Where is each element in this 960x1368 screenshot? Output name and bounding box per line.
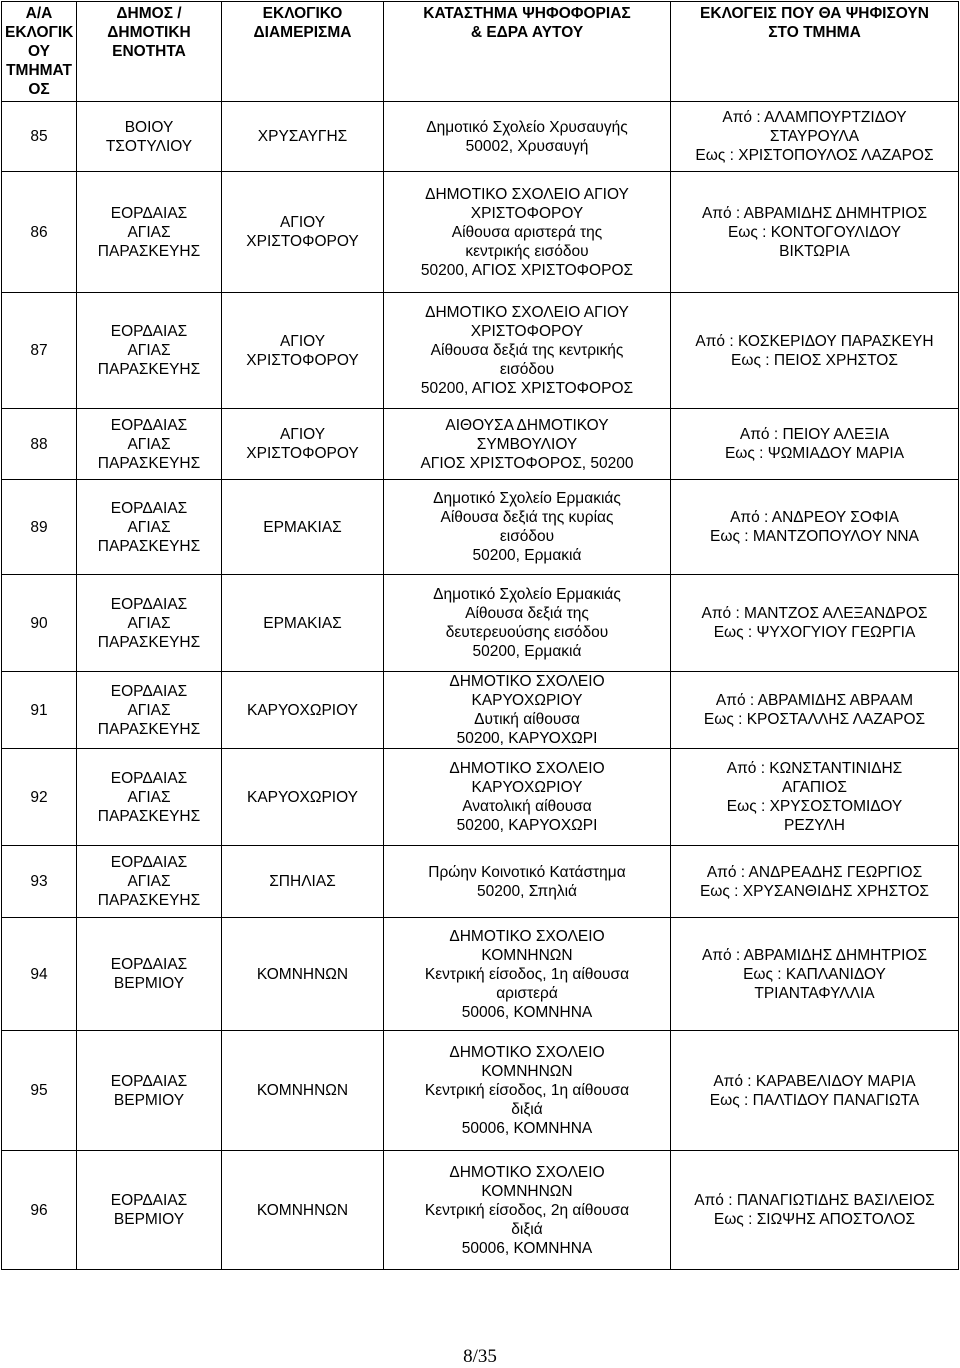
cell-diamerisma <box>222 575 384 672</box>
cell-katastima-line: ΔΗΜΟΤΙΚΟ ΣΧΟΛΕΙΟ ΑΓΙΟΥ <box>425 185 629 203</box>
cell-katastima-line: ΔΗΜΟΤΙΚΟ ΣΧΟΛΕΙΟ <box>449 760 605 777</box>
cell-no: 87 <box>2 293 77 409</box>
header-line: ΕΚΛΟΓΙΚ <box>5 24 74 41</box>
cell-diamerisma-line: ΧΡΙΣΤΟΦΟΡΟΥ <box>246 351 359 369</box>
header-line: ΕΝΟΤΗΤΑ <box>112 43 186 60</box>
cell-ekloges-line: Εως : ΠΑΛΤΙΔΟΥ ΠΑΝΑΓΙΩΤΑ <box>709 1091 920 1109</box>
header-line: ΔΗΜΟΤΙΚΗ <box>107 24 191 41</box>
header-line: ΕΚΛΟΓΕΙΣ ΠΟΥ ΘΑ ΨΗΦΙΣΟΥΝ <box>700 5 929 22</box>
cell-dimos-line: ΑΓΙΑΣ <box>127 342 171 359</box>
cell-dimos-line: ΕΟΡΔΑΙΑΣ <box>110 416 188 434</box>
cell-dimos-line: ΒΕΡΜΙΟΥ <box>113 975 185 992</box>
header-line: ΔΗΜΟΣ / <box>116 5 182 22</box>
cell-ekloges-line: ΣΤΑΥΡΟΥΛΑ <box>769 128 860 145</box>
cell-katastima <box>384 172 671 293</box>
cell-ekloges <box>671 172 959 293</box>
cell-diamerisma-line: ΚΟΜΝΗΝΩΝ <box>256 965 349 983</box>
cell-dimos-line: ΑΓΙΑΣ <box>127 518 171 536</box>
cell-katastima-line: 50200, Ερμακιά <box>472 547 582 564</box>
cell-dimos <box>77 480 222 575</box>
table-row <box>2 480 959 575</box>
cell-ekloges-line: Από : ΑΛΑΜΠΟΥΡΤΖΙΔΟΥ <box>722 109 907 126</box>
header-line: ΟΥ <box>28 43 50 60</box>
cell-katastima-line: Αίθουσα δεξιά της <box>465 605 589 622</box>
cell-ekloges <box>671 749 959 846</box>
cell-dimos-line: ΠΑΡΑΣΚΕΥΗΣ <box>97 361 201 378</box>
table-row <box>2 172 959 293</box>
cell-diamerisma-line: ΚΟΜΝΗΝΩΝ <box>256 1082 349 1099</box>
cell-katastima-line: 50200, Ερμακιά <box>472 643 582 660</box>
table-row <box>2 918 959 1031</box>
cell-ekloges-line: ΑΓΑΠΙΟΣ <box>782 779 847 796</box>
cell-diamerisma-line: ΕΡΜΑΚΙΑΣ <box>263 614 342 632</box>
cell-ekloges-line: Από : ΑΝΔΡΕΑΔΗΣ ΓΕΩΡΓΙΟΣ <box>706 863 923 881</box>
cell-katastima-line: ΚΟΜΝΗΝΩΝ <box>481 1182 573 1200</box>
header-line: Α/Α <box>25 5 53 22</box>
cell-dimos-line: ΠΑΡΑΣΚΕΥΗΣ <box>97 807 201 825</box>
header-line: ΤΜΗΜΑΤ <box>6 62 72 79</box>
header-katastima <box>384 2 671 102</box>
cell-no: 96 <box>2 1151 77 1270</box>
table-row <box>2 102 959 172</box>
cell-dimos-line: ΕΟΡΔΑΙΑΣ <box>110 769 188 787</box>
cell-dimos-line: ΠΑΡΑΣΚΕΥΗΣ <box>97 242 201 260</box>
cell-katastima-line: ΑΓΙΟΣ ΧΡΙΣΤΟΦΟΡΟΣ, 50200 <box>420 454 634 472</box>
cell-katastima-line: ΚΑΡΥΟΧΩΡΙΟΥ <box>471 692 583 709</box>
header-ekloges <box>671 2 959 102</box>
cell-ekloges-line: ΤΡΙΑΝΤΑΦΥΛΛΙΑ <box>754 984 875 1002</box>
cell-dimos-line: ΕΟΡΔΑΙΑΣ <box>110 956 188 973</box>
cell-dimos <box>77 846 222 918</box>
cell-dimos-line: ΕΟΡΔΑΙΑΣ <box>110 499 188 517</box>
header-row <box>2 2 959 102</box>
cell-diamerisma <box>222 672 384 749</box>
cell-katastima-line: 50200, ΚΑΡΥΟΧΩΡΙ <box>456 817 598 834</box>
cell-katastima-line: διξιά <box>511 1101 543 1118</box>
cell-ekloges-line: Εως : ΧΡΥΣΟΣΤΟΜΙΔΟΥ <box>726 798 903 815</box>
cell-dimos-line: ΠΑΡΑΣΚΕΥΗΣ <box>97 633 201 651</box>
cell-ekloges-line: Εως : ΨΩΜΙΑΔΟΥ ΜΑΡΙΑ <box>724 445 905 462</box>
cell-katastima-line: 50002, Χρυσαυγή <box>465 137 589 155</box>
cell-dimos-line: ΠΑΡΑΣΚΕΥΗΣ <box>97 720 201 738</box>
cell-dimos-line: ΑΓΙΑΣ <box>127 614 171 632</box>
cell-katastima-line: 50006, ΚΟΜΝΗΝΑ <box>461 1003 593 1021</box>
cell-no: 94 <box>2 918 77 1031</box>
cell-katastima-line: ΔΗΜΟΤΙΚΟ ΣΧΟΛΕΙΟ <box>449 927 605 945</box>
cell-diamerisma <box>222 293 384 409</box>
cell-katastima-line: αριστερά <box>496 984 558 1002</box>
cell-diamerisma-line: ΕΡΜΑΚΙΑΣ <box>263 518 342 536</box>
cell-dimos-line: ΑΓΙΑΣ <box>127 873 171 890</box>
cell-diamerisma-line: ΚΑΡΥΟΧΩΡΙΟΥ <box>246 701 358 719</box>
cell-ekloges-line: Εως : ΚΟΝΤΟΓΟΥΛΙΔΟΥ <box>727 223 902 241</box>
cell-katastima-line: 50200, ΚΑΡΥΟΧΩΡΙ <box>456 730 598 747</box>
cell-katastima-line: ΔΗΜΟΤΙΚΟ ΣΧΟΛΕΙΟ ΑΓΙΟΥ <box>425 304 629 321</box>
table-row <box>2 575 959 672</box>
cell-dimos <box>77 1151 222 1270</box>
cell-ekloges-line: Εως : ΧΡΙΣΤΟΠΟΥΛΟΣ ΛΑΖΑΡΟΣ <box>695 147 934 164</box>
cell-katastima-line: Αίθουσα δεξιά της κεντρικής <box>430 342 624 359</box>
header-diamerisma <box>222 2 384 102</box>
cell-katastima-line: ΚΟΜΝΗΝΩΝ <box>481 1063 573 1080</box>
cell-diamerisma-line: ΧΡΥΣΑΥΓΗΣ <box>257 128 348 145</box>
cell-ekloges-line: Από : ΚΟΣΚΕΡΙΔΟΥ ΠΑΡΑΣΚΕΥΗ <box>695 332 934 350</box>
cell-diamerisma <box>222 102 384 172</box>
cell-katastima-line: 50200, Σπηλιά <box>476 882 578 900</box>
cell-diamerisma <box>222 846 384 918</box>
table-row <box>2 409 959 480</box>
cell-katastima-line: Κεντρική είσοδος, 1η αίθουσα <box>424 965 630 983</box>
cell-dimos <box>77 749 222 846</box>
cell-dimos-line: ΑΓΙΑΣ <box>127 435 171 453</box>
cell-katastima-line: ΔΗΜΟΤΙΚΟ ΣΧΟΛΕΙΟ <box>449 1163 605 1181</box>
cell-katastima-line: Δημοτικό Σχολείο Χρυσαυγής <box>426 118 628 136</box>
cell-katastima <box>384 846 671 918</box>
cell-katastima-line: 50200, ΑΓΙΟΣ ΧΡΙΣΤΟΦΟΡΟΣ <box>420 261 634 279</box>
cell-no: 89 <box>2 480 77 575</box>
cell-katastima-line: Ανατολική αίθουσα <box>462 798 592 815</box>
cell-katastima-line: ΔΗΜΟΤΙΚΟ ΣΧΟΛΕΙΟ <box>449 673 605 690</box>
cell-ekloges-line: Εως : ΠΕΙΟΣ ΧΡΗΣΤΟΣ <box>731 351 898 369</box>
cell-diamerisma <box>222 1151 384 1270</box>
cell-no: 90 <box>2 575 77 672</box>
cell-katastima <box>384 1031 671 1151</box>
cell-dimos <box>77 918 222 1031</box>
cell-katastima-line: ΔΗΜΟΤΙΚΟ ΣΧΟΛΕΙΟ <box>449 1044 605 1061</box>
cell-katastima-line: 50006, ΚΟΜΝΗΝΑ <box>461 1120 593 1137</box>
cell-ekloges-line: Από : ΑΒΡΑΜΙΔΗΣ ΔΗΜΗΤΡΙΟΣ <box>701 946 928 964</box>
cell-no: 88 <box>2 409 77 480</box>
cell-dimos-line: ΒΟΙΟΥ <box>124 118 174 136</box>
cell-katastima <box>384 102 671 172</box>
cell-katastima-line: 50200, ΑΓΙΟΣ ΧΡΙΣΤΟΦΟΡΟΣ <box>420 380 634 397</box>
cell-dimos-line: ΕΟΡΔΑΙΑΣ <box>110 595 188 613</box>
cell-diamerisma-line: ΑΓΙΟΥ <box>279 214 326 231</box>
header-no <box>2 2 77 102</box>
cell-ekloges-line: Από : ΚΩΝΣΤΑΝΤΙΝΙΔΗΣ <box>726 760 903 777</box>
cell-diamerisma <box>222 409 384 480</box>
header-line: ΚΑΤΑΣΤΗΜΑ ΨΗΦΟΦΟΡΙΑΣ <box>423 5 631 22</box>
cell-ekloges-line: ΒΙΚΤΩΡΙΑ <box>779 242 850 260</box>
cell-no: 86 <box>2 172 77 293</box>
cell-katastima-line: εισόδου <box>499 361 555 378</box>
cell-ekloges <box>671 409 959 480</box>
cell-dimos-line: ΕΟΡΔΑΙΑΣ <box>110 1072 188 1090</box>
cell-katastima <box>384 918 671 1031</box>
cell-katastima-line: Κεντρική είσοδος, 1η αίθουσα <box>424 1082 630 1099</box>
cell-diamerisma <box>222 480 384 575</box>
cell-dimos-line: ΑΓΙΑΣ <box>127 223 171 241</box>
cell-katastima-line: Δημοτικό Σχολείο Ερμακιάς <box>433 586 621 603</box>
cell-katastima-line: ΣΥΜΒΟΥΛΙΟΥ <box>476 435 578 453</box>
cell-dimos-line: ΕΟΡΔΑΙΑΣ <box>110 1192 188 1209</box>
cell-katastima-line: ΑΙΘΟΥΣΑ ΔΗΜΟΤΙΚΟΥ <box>445 416 609 434</box>
cell-diamerisma-line: ΑΓΙΟΥ <box>279 332 326 350</box>
cell-no: 92 <box>2 749 77 846</box>
header-dimos <box>77 2 222 102</box>
cell-ekloges-line: Από : ΜΑΝΤΖΟΣ ΑΛΕΞΑΝΔΡΟΣ <box>701 605 928 622</box>
cell-ekloges-line: Εως : ΚΡΟΣΤΑΛΛΗΣ ΛΑΖΑΡΟΣ <box>703 711 926 728</box>
cell-diamerisma <box>222 918 384 1031</box>
cell-diamerisma-line: ΧΡΙΣΤΟΦΟΡΟΥ <box>246 233 359 250</box>
cell-ekloges-line: Εως : ΣΙΩΨΗΣ ΑΠΟΣΤΟΛΟΣ <box>713 1211 916 1228</box>
cell-katastima <box>384 575 671 672</box>
cell-katastima-line: Δημοτικό Σχολείο Ερμακιάς <box>433 490 621 507</box>
cell-ekloges <box>671 672 959 749</box>
cell-dimos-line: ΠΑΡΑΣΚΕΥΗΣ <box>97 892 201 909</box>
cell-ekloges-line: Εως : ΨΥΧΟΓΥΙΟΥ ΓΕΩΡΓΙΑ <box>713 624 916 641</box>
cell-dimos-line: ΠΑΡΑΣΚΕΥΗΣ <box>97 537 201 555</box>
cell-dimos-line: ΒΕΡΜΙΟΥ <box>113 1091 185 1109</box>
cell-no: 95 <box>2 1031 77 1151</box>
cell-katastima-line: Κεντρική είσοδος, 2η αίθουσα <box>424 1201 630 1219</box>
cell-diamerisma-line: ΣΠΗΛΙΑΣ <box>269 873 336 890</box>
table-row <box>2 749 959 846</box>
cell-ekloges <box>671 102 959 172</box>
cell-ekloges-line: Από : ΠΕΙΟΥ ΑΛΕΞΙΑ <box>739 426 890 443</box>
header-line: ΔΙΑΜΕΡΙΣΜΑ <box>253 24 352 41</box>
cell-dimos-line: ΕΟΡΔΑΙΑΣ <box>110 323 188 340</box>
page-number: 8/35 <box>463 1346 497 1367</box>
table-row <box>2 293 959 409</box>
cell-ekloges <box>671 918 959 1031</box>
cell-dimos <box>77 1031 222 1151</box>
polling-stations-table <box>1 1 959 1270</box>
cell-katastima-line: ΧΡΙΣΤΟΦΟΡΟΥ <box>470 204 584 222</box>
cell-diamerisma-line: ΚΟΜΝΗΝΩΝ <box>256 1201 349 1219</box>
cell-ekloges-line: Εως : ΧΡΥΣΑΝΘΙΔΗΣ ΧΡΗΣΤΟΣ <box>699 882 930 900</box>
cell-katastima-line: κεντρικής εισόδου <box>465 242 589 260</box>
cell-dimos <box>77 102 222 172</box>
cell-katastima-line: δευτερευούσης εισόδου <box>445 624 609 641</box>
cell-ekloges-line: Εως : ΚΑΠΛΑΝΙΔΟΥ <box>743 965 886 983</box>
cell-diamerisma <box>222 172 384 293</box>
cell-katastima-line: ΧΡΙΣΤΟΦΟΡΟΥ <box>470 323 584 340</box>
cell-ekloges <box>671 1151 959 1270</box>
cell-dimos-line: ΑΓΙΑΣ <box>127 701 171 719</box>
cell-katastima-line: εισόδου <box>499 528 555 545</box>
cell-diamerisma-line: ΚΑΡΥΟΧΩΡΙΟΥ <box>246 788 358 806</box>
cell-katastima <box>384 480 671 575</box>
cell-ekloges-line: Από : ΚΑΡΑΒΕΛΙΔΟΥ ΜΑΡΙΑ <box>713 1072 916 1090</box>
cell-dimos <box>77 293 222 409</box>
cell-diamerisma <box>222 749 384 846</box>
cell-ekloges-line: ΡΕΖΥΛΗ <box>784 817 845 834</box>
cell-ekloges-line: Από : ΑΒΡΑΜΙΔΗΣ ΑΒΡΑΑΜ <box>715 692 914 709</box>
cell-no: 93 <box>2 846 77 918</box>
cell-katastima-line: Αίθουσα αριστερά της <box>451 223 603 241</box>
header-line: ΟΣ <box>28 81 50 98</box>
cell-ekloges-line: Από : ΑΒΡΑΜΙΔΗΣ ΔΗΜΗΤΡΙΟΣ <box>701 204 928 222</box>
cell-ekloges <box>671 846 959 918</box>
cell-ekloges-line: Από : ΑΝΔΡΕΟΥ ΣΟΦΙΑ <box>730 509 899 526</box>
cell-dimos-line: ΕΟΡΔΑΙΑΣ <box>110 854 188 871</box>
cell-katastima-line: ΚΟΜΝΗΝΩΝ <box>481 946 573 964</box>
header-line: & ΕΔΡΑ ΑΥΤΟΥ <box>470 24 584 41</box>
cell-katastima-line: 50006, ΚΟΜΝΗΝΑ <box>461 1239 593 1257</box>
cell-katastima <box>384 672 671 749</box>
table-row <box>2 672 959 749</box>
cell-ekloges-line: Από : ΠΑΝΑΓΙΩΤΙΔΗΣ ΒΑΣΙΛΕΙΟΣ <box>694 1192 935 1209</box>
table-row <box>2 846 959 918</box>
cell-dimos <box>77 172 222 293</box>
cell-ekloges <box>671 575 959 672</box>
cell-katastima-line: Δυτική αίθουσα <box>474 711 580 728</box>
table-row <box>2 1031 959 1151</box>
cell-dimos-line: ΒΕΡΜΙΟΥ <box>113 1211 185 1228</box>
cell-diamerisma-line: ΧΡΙΣΤΟΦΟΡΟΥ <box>246 445 359 462</box>
cell-katastima-line: ΚΑΡΥΟΧΩΡΙΟΥ <box>471 779 583 796</box>
cell-ekloges <box>671 480 959 575</box>
cell-katastima <box>384 1151 671 1270</box>
cell-katastima-line: Πρώην Κοινοτικό Κατάστημα <box>428 863 626 881</box>
table-body <box>2 102 959 1270</box>
cell-katastima-line: Αίθουσα δεξιά της κυρίας <box>440 509 614 526</box>
cell-no: 85 <box>2 102 77 172</box>
cell-dimos <box>77 672 222 749</box>
cell-dimos <box>77 575 222 672</box>
cell-dimos-line: ΤΣΟΤΥΛΙΟΥ <box>105 137 193 155</box>
cell-ekloges <box>671 1031 959 1151</box>
table-row <box>2 1151 959 1270</box>
cell-no: 91 <box>2 672 77 749</box>
cell-katastima <box>384 749 671 846</box>
cell-dimos <box>77 409 222 480</box>
cell-katastima <box>384 409 671 480</box>
cell-dimos-line: ΠΑΡΑΣΚΕΥΗΣ <box>97 454 201 472</box>
cell-dimos-line: ΑΓΙΑΣ <box>127 788 171 806</box>
cell-diamerisma-line: ΑΓΙΟΥ <box>279 426 326 443</box>
header-line: ΕΚΛΟΓΙΚΟ <box>262 5 343 22</box>
cell-ekloges-line: Εως : ΜΑΝΤΖΟΠΟΥΛΟΥ ΝΝΑ <box>710 528 919 545</box>
cell-ekloges <box>671 293 959 409</box>
cell-katastima-line: διξιά <box>511 1220 543 1238</box>
cell-dimos-line: ΕΟΡΔΑΙΑΣ <box>110 204 188 222</box>
cell-diamerisma <box>222 1031 384 1151</box>
header-line: ΣΤΟ ΤΜΗΜΑ <box>768 24 861 41</box>
cell-dimos-line: ΕΟΡΔΑΙΑΣ <box>110 682 188 700</box>
cell-katastima <box>384 293 671 409</box>
